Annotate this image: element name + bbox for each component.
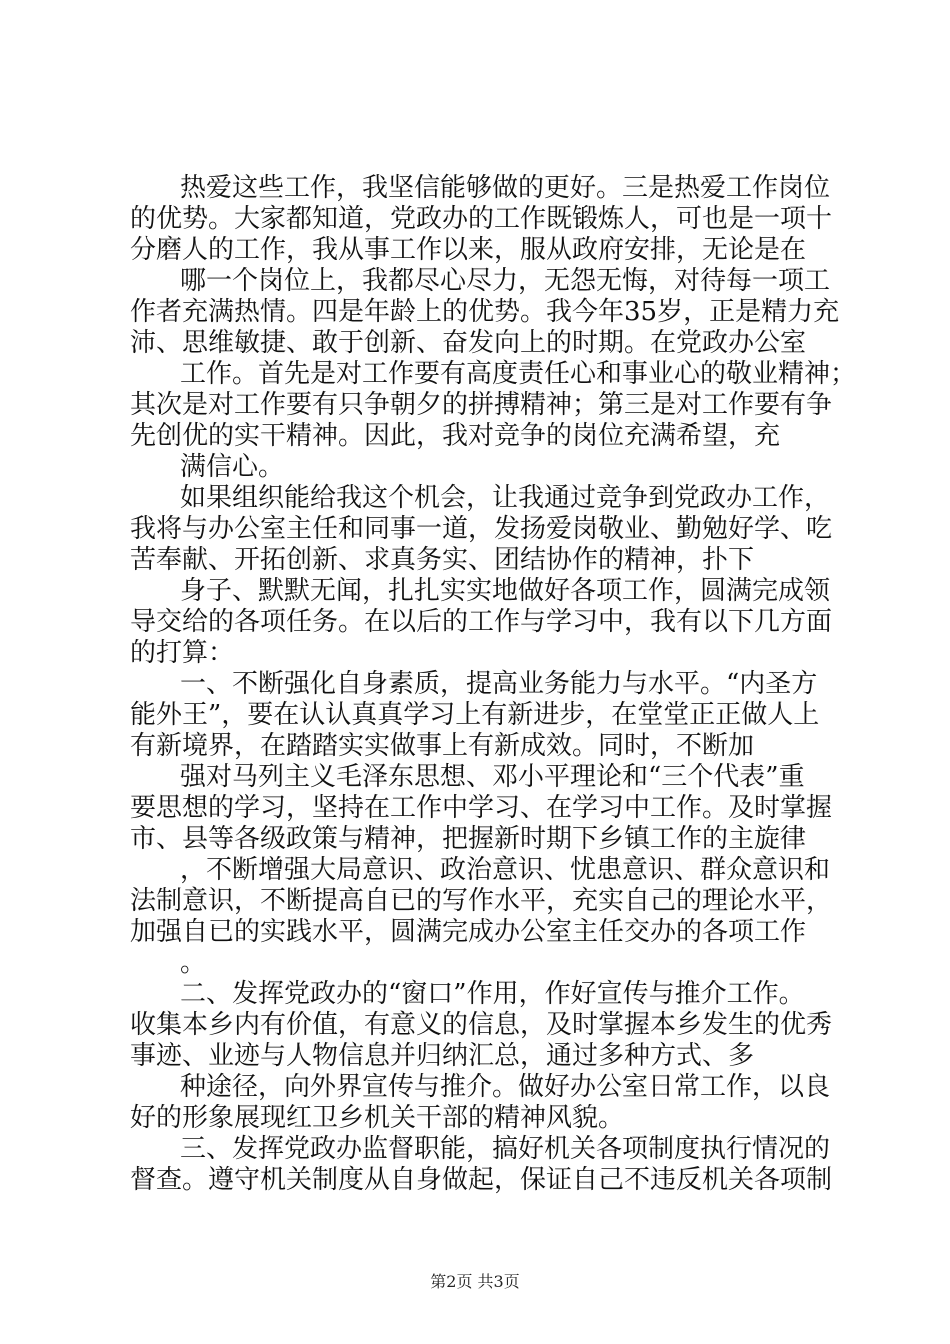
text-line: 种途径，向外界宣传与推介。做好办公室日常工作，以良 — [180, 1072, 831, 1102]
text-line: 的打算： — [130, 638, 235, 668]
text-line: 有新境界，在踏踏实实做事上有新成效。同时，不断加 — [130, 731, 755, 761]
text-line: 加强自已的实践水平，圆满完成办公室主任交办的各项工作 — [130, 917, 807, 947]
text-line: 一、不断强化自身素质，提高业务能力与水平。“内圣方 — [180, 669, 818, 699]
text-line: ，不断增强大局意识、政治意识、忧患意识、群众意识和 — [180, 855, 831, 885]
text-line: 工作。首先是对工作要有高度责任心和事业心的敬业精神； — [180, 359, 857, 389]
text-line: 哪一个岗位上，我都尽心尽力，无怨无悔，对待每一项工 — [180, 266, 831, 296]
text-line: 作者充满热情。四是年龄上的优势。我今年35岁，正是精力充 — [130, 297, 840, 327]
text-line: 其次是对工作要有只争朝夕的拼搏精神；第三是对工作要有争 — [130, 390, 833, 420]
text-line: 收集本乡内有价值，有意义的信息，及时掌握本乡发生的优秀 — [130, 1010, 833, 1040]
text-line: 先创优的实干精神。因此，我对竞争的岗位充满希望，充 — [130, 421, 781, 451]
text-line: 满信心。 — [180, 452, 285, 482]
text-line: 三、发挥党政办监督职能，搞好机关各项制度执行情况的 — [180, 1134, 831, 1164]
text-line: 的优势。大家都知道，党政办的工作既锻炼人，可也是一项十 — [130, 204, 833, 234]
text-line: 分磨人的工作，我从事工作以来，服从政府安排，无论是在 — [130, 235, 807, 265]
text-line: 事迹、业迹与人物信息并归纳汇总，通过多种方式、多 — [130, 1041, 755, 1071]
page-footer: 第2页 共3页 — [430, 1272, 520, 1291]
text-line: 沛、思维敏捷、敢于创新、奋发向上的时期。在党政办公室 — [130, 328, 807, 358]
text-line: 好的形象展现红卫乡机关干部的精神风貌。 — [130, 1103, 625, 1133]
text-line: 强对马列主义毛泽东思想、邓小平理论和“三个代表”重 — [180, 762, 805, 792]
text-line: 热爱这些工作，我坚信能够做的更好。三是热爱工作岗位 — [180, 173, 831, 203]
text-line: 如果组织能给我这个机会，让我通过竞争到党政办工作， — [180, 483, 831, 513]
text-line: 二、发挥党政办的“窗口”作用，作好宣传与推介工作。 — [180, 979, 805, 1009]
text-line: 法制意识，不断提高自已的写作水平，充实自己的理论水平， — [130, 886, 833, 916]
document-body — [130, 173, 857, 1196]
text-line: 能外王”，要在认认真真学习上有新进步，在堂堂正正做人上 — [130, 700, 820, 730]
text-line: 苦奉献、开拓创新、求真务实、团结协作的精神，扑下 — [130, 545, 755, 575]
text-line: 。 — [180, 948, 207, 978]
text-line: 身子、默默无闻，扎扎实实地做好各项工作，圆满完成领 — [180, 576, 831, 606]
text-line: 要思想的学习，坚持在工作中学习、在学习中工作。及时掌握 — [130, 793, 833, 823]
text-line: 督查。遵守机关制度从自身做起，保证自己不违反机关各项制 — [130, 1165, 833, 1195]
text-line: 导交给的各项任务。在以后的工作与学习中，我有以下几方面 — [130, 607, 833, 637]
text-line: 市、县等各级政策与精神，把握新时期下乡镇工作的主旋律 — [130, 824, 807, 854]
text-line: 我将与办公室主任和同事一道，发扬爱岗敬业、勤勉好学、吃 — [130, 514, 833, 544]
